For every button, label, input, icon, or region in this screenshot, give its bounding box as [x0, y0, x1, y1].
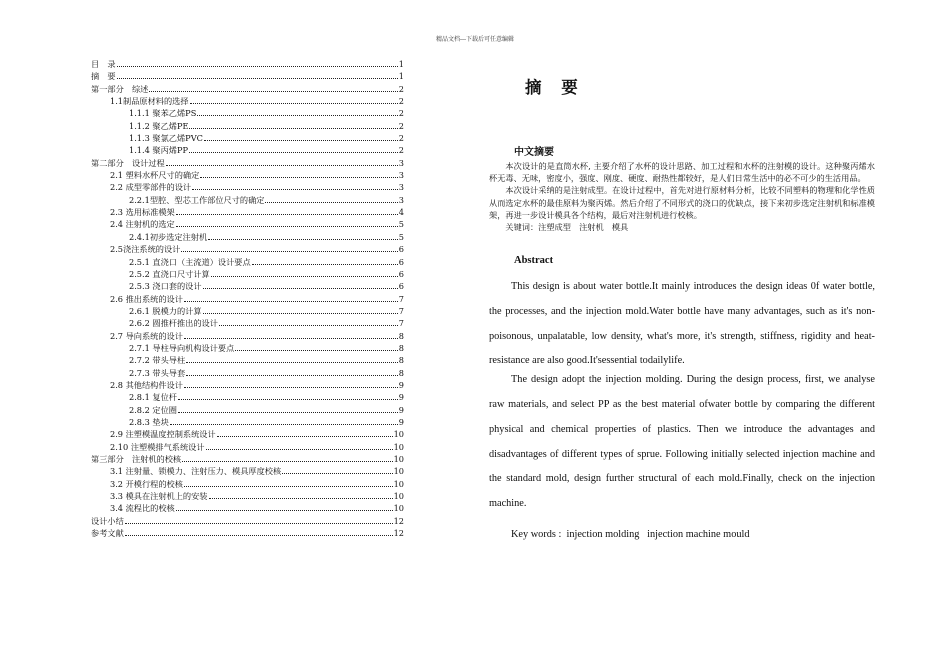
- toc-entry[interactable]: [91, 70, 404, 82]
- toc-page-number: 10: [393, 491, 404, 502]
- toc-entry-title: 2.5.3 浇口套的设计: [129, 281, 202, 292]
- toc-dot-leader: [200, 177, 397, 178]
- toc-entry[interactable]: [91, 478, 404, 490]
- toc-page-number: 10: [393, 441, 404, 452]
- toc-entry-title: 3.1 注射量、锁模力、注射压力、模具厚度校核: [110, 466, 282, 477]
- toc-entry[interactable]: [91, 404, 404, 416]
- toc-dot-leader: [125, 523, 393, 524]
- toc-dot-leader: [217, 436, 393, 437]
- toc-entry-title: 2.8.1 复位杆: [129, 392, 177, 403]
- toc-dot-leader: [186, 362, 398, 363]
- toc-page-number: 2: [398, 96, 404, 107]
- toc-entry-title: 2.4.1初步选定注射机: [129, 231, 208, 242]
- toc-page-number: 5: [398, 219, 404, 230]
- english-keywords: Key words : injection molding injection machine mould: [511, 529, 750, 540]
- toc-page-number: 10: [393, 466, 404, 477]
- english-abstract-heading: Abstract: [514, 255, 554, 266]
- toc-entry-title: 摘 要: [91, 71, 116, 82]
- toc-entry-title: 2.8.2 定位圈: [129, 404, 177, 415]
- toc-dot-leader: [181, 251, 397, 252]
- toc-page-number: 6: [398, 268, 404, 279]
- toc-page-number: 6: [398, 256, 404, 267]
- toc-entry[interactable]: [91, 181, 404, 193]
- toc-entry[interactable]: [91, 490, 404, 502]
- toc-page-number: 8: [398, 355, 404, 366]
- toc-dot-leader: [176, 214, 398, 215]
- toc-dot-leader: [282, 473, 392, 474]
- toc-page-number: 9: [398, 416, 404, 427]
- toc-entry-title: 2.2 成型零部件的设计: [110, 182, 192, 193]
- toc-dot-leader: [178, 399, 398, 400]
- toc-entry-title: 2.8.3 垫块: [129, 416, 169, 427]
- toc-dot-leader: [265, 202, 397, 203]
- chinese-abstract-body: [489, 160, 875, 233]
- toc-dot-leader: [211, 276, 398, 277]
- toc-entry-title: 第一部分 综述: [91, 83, 149, 94]
- toc-entry[interactable]: [91, 305, 404, 317]
- toc-page-number: 1: [398, 71, 404, 82]
- toc-entry[interactable]: [91, 218, 404, 230]
- toc-dot-leader: [117, 66, 398, 67]
- toc-page-number: 9: [398, 392, 404, 403]
- toc-entry[interactable]: [91, 354, 404, 366]
- toc-page-number: 2: [398, 145, 404, 156]
- toc-entry-title: 2.10 注塑模排气系统设计: [110, 441, 205, 452]
- toc-dot-leader: [149, 91, 397, 92]
- toc-entry[interactable]: [91, 243, 404, 255]
- toc-entry-title: 2.5浇注系统的设计: [110, 244, 181, 255]
- toc-entry-title: 2.6.1 脱模力的计算: [129, 305, 202, 316]
- toc-entry-title: 1.1制品原材料的选择: [110, 96, 189, 107]
- toc-page-number: 10: [393, 454, 404, 464]
- toc-entry-title: 2.7.1 导柱导向机构设计要点: [129, 342, 235, 353]
- toc-dot-leader: [184, 387, 398, 388]
- toc-dot-leader: [186, 375, 398, 376]
- toc-entry-title: 参考文献: [91, 528, 124, 539]
- toc-page-number: 1: [398, 59, 404, 69]
- toc-dot-leader: [182, 461, 393, 462]
- toc-page-number: 7: [398, 293, 404, 304]
- toc-entry-title: 3.2 开模行程的校核: [110, 478, 183, 489]
- toc-dot-leader: [208, 239, 398, 240]
- toc-entry-title: 2.2.1型腔、型芯工作部位尺寸的确定: [129, 194, 265, 205]
- toc-entry[interactable]: [91, 58, 404, 70]
- toc-entry-title: 2.3 选用标准模架: [110, 207, 175, 218]
- toc-entry-title: 2.5.2 直浇口尺寸计算: [129, 268, 210, 279]
- toc-page-number: 3: [398, 170, 404, 181]
- toc-page-number: 2: [398, 133, 404, 144]
- toc-entry-title: 2.6.2 圆推杆推出的设计: [129, 318, 218, 329]
- toc-entry-title: 2.7.3 带头导套: [129, 367, 186, 378]
- toc-dot-leader: [197, 115, 397, 116]
- toc-dot-leader: [170, 424, 398, 425]
- english-abstract-paragraph: This design is about water bottle.It mainly introduces the design ideas 0f water bottle, the processes, and the injection mold.Water bottle have many advantages, such as it's non-poisonous, unpalatable, low density, what's more, it's strength, stiffness, rigidity and heat-resistance are also good.It'sessential todailylife.: [489, 281, 875, 367]
- toc-entry-title: 第二部分 设计过程: [91, 157, 165, 168]
- english-abstract-paragraph: The design adopt the injection molding. During the design process, first, we analyse raw materials, and select PP as the best material ofwater bottle by comparing the different physical and chemical properties of plastics. Then we introduce the advantages and disadvantages of different types of sprue. Following initially selected injection machine and the standard mold, design further structural of each mold.Finally, check on the injection machine.: [489, 374, 875, 510]
- toc-entry[interactable]: [91, 515, 404, 527]
- toc-page-number: 6: [398, 281, 404, 292]
- toc-entry-title: 1.1.3 聚氯乙烯PVC: [129, 133, 203, 144]
- chinese-abstract-paragraph: 本次设计采纳的是注射成型。在设计过程中，首先对进行原材料分析，比较不同塑料的物理和化学性质从而选定水杯的最佳原料为聚丙烯。然后介绍了不同形式的浇口的优缺点，接下来初步选定注射机和标准模架，再进一步设计模具各个结构，最后对注射机进行校核。: [489, 185, 875, 220]
- toc-dot-leader: [235, 350, 397, 351]
- toc-entry[interactable]: [91, 194, 404, 206]
- toc-entry[interactable]: [91, 169, 404, 181]
- toc-entry-title: 2.1 塑料水杯尺寸的确定: [110, 170, 200, 181]
- toc-entry[interactable]: [91, 342, 404, 354]
- toc-entry-title: 1.1.2 聚乙烯PE: [129, 120, 189, 131]
- toc-entry[interactable]: [91, 256, 404, 268]
- toc-entry-title: 2.8 其他结构件设计: [110, 379, 183, 390]
- toc-entry[interactable]: [91, 441, 404, 453]
- toc-entry[interactable]: [91, 293, 404, 305]
- toc-page-number: 10: [393, 503, 404, 514]
- toc-dot-leader: [166, 165, 398, 166]
- abstract-title: 摘 要: [525, 78, 585, 97]
- toc-entry[interactable]: [91, 428, 404, 440]
- toc-entry-title: 1.1.1 聚苯乙烯PS: [129, 108, 197, 119]
- chinese-abstract-paragraph: 本次设计的是直筒水杯, 主要介绍了水杯的设计思路、加工过程和水杯的注射模的设计。这种聚丙烯水杯无毒、无味，密度小，强度、刚度、硬度、耐热性都较好，是人们日常生活中的必不可少的生活用品。: [489, 161, 875, 184]
- toc-entry[interactable]: [91, 132, 404, 144]
- toc-dot-leader: [176, 226, 398, 227]
- toc-page-number: 9: [398, 404, 404, 415]
- chinese-abstract-heading: 中文摘要: [514, 147, 554, 158]
- toc-dot-leader: [189, 128, 397, 129]
- toc-dot-leader: [252, 264, 398, 265]
- toc-page-number: 10: [393, 478, 404, 489]
- toc-page-number: 8: [398, 330, 404, 341]
- toc-page-number: 3: [398, 157, 404, 168]
- toc-entry[interactable]: [91, 330, 404, 342]
- toc-dot-leader: [117, 78, 398, 79]
- toc-entry[interactable]: [91, 157, 404, 169]
- english-abstract-body: [489, 275, 875, 517]
- toc-dot-leader: [192, 189, 398, 190]
- toc-dot-leader: [219, 325, 398, 326]
- toc-page-number: 2: [398, 120, 404, 131]
- toc-dot-leader: [206, 449, 393, 450]
- toc-entry[interactable]: [91, 391, 404, 403]
- toc-entry-title: 2.9 注塑模温度控制系统设计: [110, 429, 216, 440]
- toc-entry-title: 2.7 导向系统的设计: [110, 330, 183, 341]
- toc-dot-leader: [209, 498, 393, 499]
- toc-page-number: 3: [398, 182, 404, 193]
- toc-dot-leader: [189, 152, 398, 153]
- toc-dot-leader: [203, 288, 398, 289]
- toc-page-number: 4: [398, 207, 404, 218]
- toc-entry[interactable]: [91, 268, 404, 280]
- toc-page-number: 5: [398, 231, 404, 242]
- toc-dot-leader: [190, 103, 398, 104]
- toc-entry[interactable]: [91, 231, 404, 243]
- toc-page-number: 12: [393, 515, 404, 526]
- toc-dot-leader: [125, 535, 393, 536]
- toc-dot-leader: [178, 412, 398, 413]
- table-of-contents: [91, 58, 404, 539]
- toc-entry-title: 目 录: [91, 59, 116, 69]
- toc-entry-title: 2.6 推出系统的设计: [110, 293, 183, 304]
- toc-page-number: 6: [398, 244, 404, 255]
- toc-entry[interactable]: [91, 83, 404, 95]
- toc-entry[interactable]: [91, 416, 404, 428]
- toc-page-number: 12: [393, 528, 404, 539]
- toc-entry[interactable]: [91, 367, 404, 379]
- toc-page-number: 9: [398, 379, 404, 390]
- toc-page-number: 3: [398, 194, 404, 205]
- toc-dot-leader: [176, 510, 393, 511]
- toc-entry[interactable]: [91, 206, 404, 218]
- toc-entry-title: 设计小结: [91, 515, 124, 526]
- toc-entry-title: 1.1.4 聚丙烯PP: [129, 145, 189, 156]
- toc-entry-title: 第三部分 注射机的校核: [91, 454, 182, 464]
- toc-entry[interactable]: [91, 502, 404, 514]
- toc-entry-title: 3.4 流程比的校核: [110, 503, 175, 514]
- toc-entry[interactable]: [91, 453, 404, 465]
- chinese-keywords: 关键词：注塑成型 注射机 模具: [505, 222, 629, 233]
- toc-page-number: 2: [398, 108, 404, 119]
- toc-page-number: 7: [398, 305, 404, 316]
- toc-dot-leader: [184, 486, 393, 487]
- toc-page-number: 8: [398, 342, 404, 353]
- toc-page-number: 10: [393, 429, 404, 440]
- toc-entry[interactable]: [91, 144, 404, 156]
- toc-page-number: 7: [398, 318, 404, 329]
- toc-entry-title: 2.4 注射机的选定: [110, 219, 175, 230]
- toc-entry-title: 3.3 模具在注射机上的安装: [110, 491, 208, 502]
- toc-entry[interactable]: [91, 465, 404, 477]
- toc-dot-leader: [184, 338, 398, 339]
- toc-entry-title: 2.5.1 直浇口（主流道）设计要点: [129, 256, 251, 267]
- toc-entry[interactable]: [91, 317, 404, 329]
- toc-entry-title: 2.7.2 带头导柱: [129, 355, 186, 366]
- toc-page-number: 8: [398, 367, 404, 378]
- toc-entry[interactable]: [91, 95, 404, 107]
- toc-entry[interactable]: [91, 527, 404, 539]
- toc-entry[interactable]: [91, 107, 404, 119]
- toc-page-number: 2: [398, 83, 404, 94]
- page-header: 精品文档---下载后可任意编辑: [435, 36, 515, 43]
- toc-dot-leader: [203, 313, 398, 314]
- toc-entry[interactable]: [91, 379, 404, 391]
- toc-entry[interactable]: [91, 120, 404, 132]
- toc-entry[interactable]: [91, 280, 404, 292]
- toc-dot-leader: [204, 140, 398, 141]
- toc-dot-leader: [184, 301, 398, 302]
